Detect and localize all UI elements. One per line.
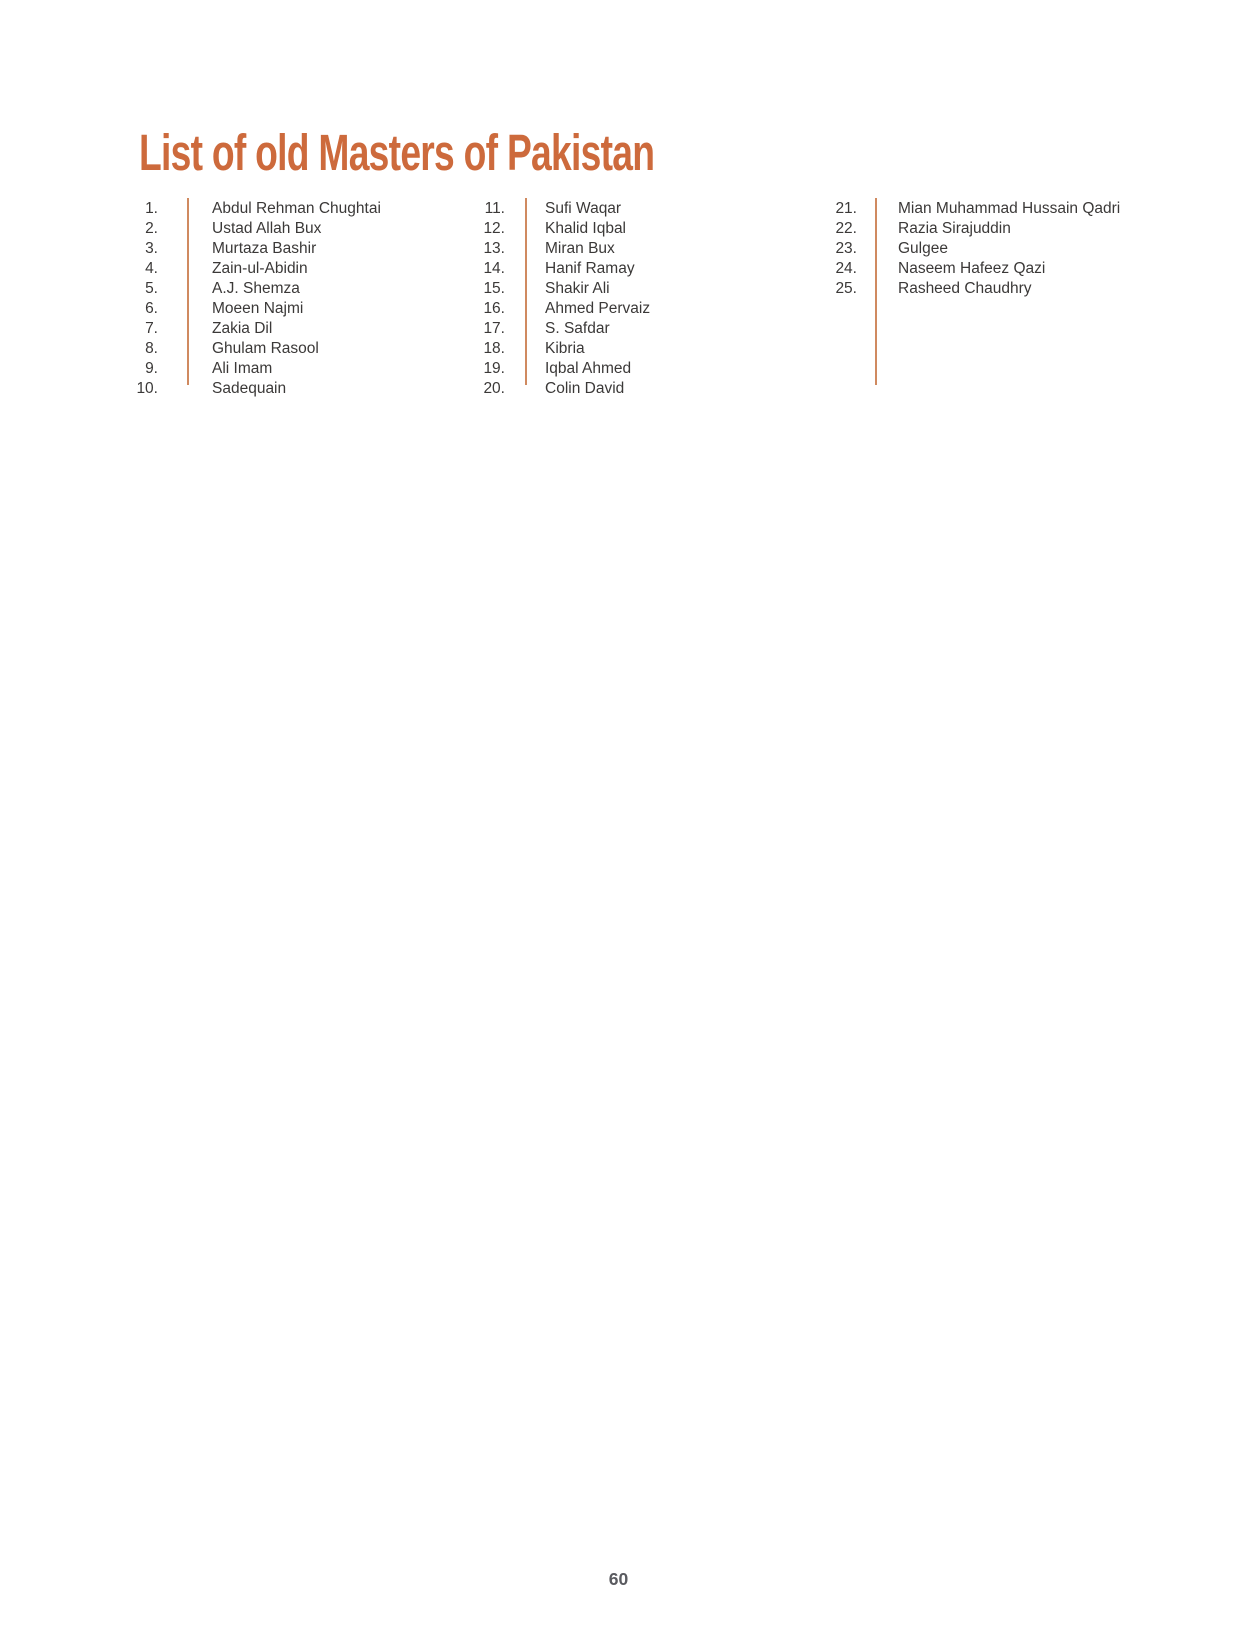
- list-item: [134, 279, 381, 299]
- list-item-number: 21.: [835, 200, 857, 217]
- list-item-number: 25.: [835, 280, 857, 297]
- list-item-number: 11.: [484, 200, 505, 217]
- list-item-number: 24.: [835, 260, 857, 277]
- list-item-name: Colin David: [545, 380, 625, 397]
- list-item: [481, 359, 650, 379]
- list-item-name: Rasheed Chaudhry: [898, 280, 1032, 297]
- list-item-number: 22.: [835, 220, 857, 237]
- list-item-name: Miran Bux: [545, 240, 615, 257]
- list-item-number: 8.: [145, 340, 158, 357]
- list-item-number: 14.: [483, 260, 505, 277]
- list-item-name: Kibria: [545, 340, 585, 357]
- column-divider-line: [187, 198, 189, 385]
- list-item: [481, 319, 650, 339]
- list-item-number: 5.: [145, 280, 158, 297]
- list-item: [481, 379, 650, 399]
- list-item-number: 17.: [483, 320, 505, 337]
- list-item-number: 7.: [145, 320, 158, 337]
- list-item-name: Ahmed Pervaiz: [545, 300, 651, 317]
- list-item-name: S. Safdar: [545, 320, 610, 337]
- list-item-name: Ali Imam: [212, 360, 273, 377]
- list-item-name: Shakir Ali: [545, 280, 610, 297]
- list-item-number: 16.: [483, 300, 505, 317]
- list-item-number: 3.: [145, 240, 158, 257]
- list-item: [134, 239, 381, 259]
- list-item-name: Khalid Iqbal: [545, 220, 627, 237]
- list-item-name: Sufi Waqar: [545, 200, 622, 217]
- list-item: [134, 219, 381, 239]
- list-item-number: 23.: [835, 240, 857, 257]
- list-item: [481, 219, 650, 239]
- list-item-name: Zakia Dil: [212, 320, 273, 337]
- list-item-name: Iqbal Ahmed: [545, 360, 632, 377]
- list-item-number: 12.: [483, 220, 505, 237]
- list-item: [481, 239, 650, 259]
- masters-list-column-2: [481, 199, 650, 399]
- list-item: [134, 259, 381, 279]
- masters-list-column-1: [134, 199, 381, 399]
- list-item-name: Abdul Rehman Chughtai: [212, 200, 381, 217]
- list-item: [134, 339, 381, 359]
- column-rows: [134, 199, 381, 399]
- list-item-name: Moeen Najmi: [212, 300, 304, 317]
- page-number: 60: [608, 1569, 629, 1589]
- list-item: [134, 379, 381, 399]
- list-item-number: 6.: [145, 300, 158, 317]
- list-item: [481, 299, 650, 319]
- list-item-number: 19.: [483, 360, 505, 377]
- list-item: [134, 199, 381, 219]
- list-item-name: Murtaza Bashir: [212, 240, 317, 257]
- page-title: List of old Masters of Pakistan: [139, 124, 655, 181]
- list-item-name: Naseem Hafeez Qazi: [898, 260, 1046, 277]
- list-item: [134, 299, 381, 319]
- list-item-number: 4.: [145, 260, 158, 277]
- list-item: [481, 199, 650, 219]
- list-item: [134, 359, 381, 379]
- list-item-number: 13.: [483, 240, 505, 257]
- list-item-name: A.J. Shemza: [212, 280, 300, 297]
- list-item: [481, 259, 650, 279]
- list-item-name: Gulgee: [898, 240, 948, 257]
- list-item-number: 15.: [483, 280, 505, 297]
- list-item-name: Hanif Ramay: [545, 260, 635, 277]
- list-item-name: Mian Muhammad Hussain Qadri: [898, 200, 1121, 217]
- list-item-name: Ghulam Rasool: [212, 340, 319, 357]
- column-rows: [481, 199, 650, 399]
- list-item: [481, 279, 650, 299]
- list-item-number: 2.: [145, 220, 158, 237]
- list-item-number: 1.: [145, 200, 158, 217]
- masters-list-column-3: [833, 199, 1120, 299]
- list-item: [134, 319, 381, 339]
- list-item-number: 20.: [483, 380, 505, 397]
- list-item-number: 18.: [483, 340, 505, 357]
- list-item-name: Zain-ul-Abidin: [212, 260, 308, 277]
- list-item: [481, 339, 650, 359]
- list-item-number: 9.: [145, 360, 158, 377]
- column-divider-line: [525, 198, 527, 385]
- column-divider-line: [875, 198, 877, 385]
- list-item-name: Razia Sirajuddin: [898, 220, 1011, 237]
- list-item-number: 10.: [136, 380, 158, 397]
- list-item-name: Sadequain: [212, 380, 287, 397]
- list-item-name: Ustad Allah Bux: [212, 220, 322, 237]
